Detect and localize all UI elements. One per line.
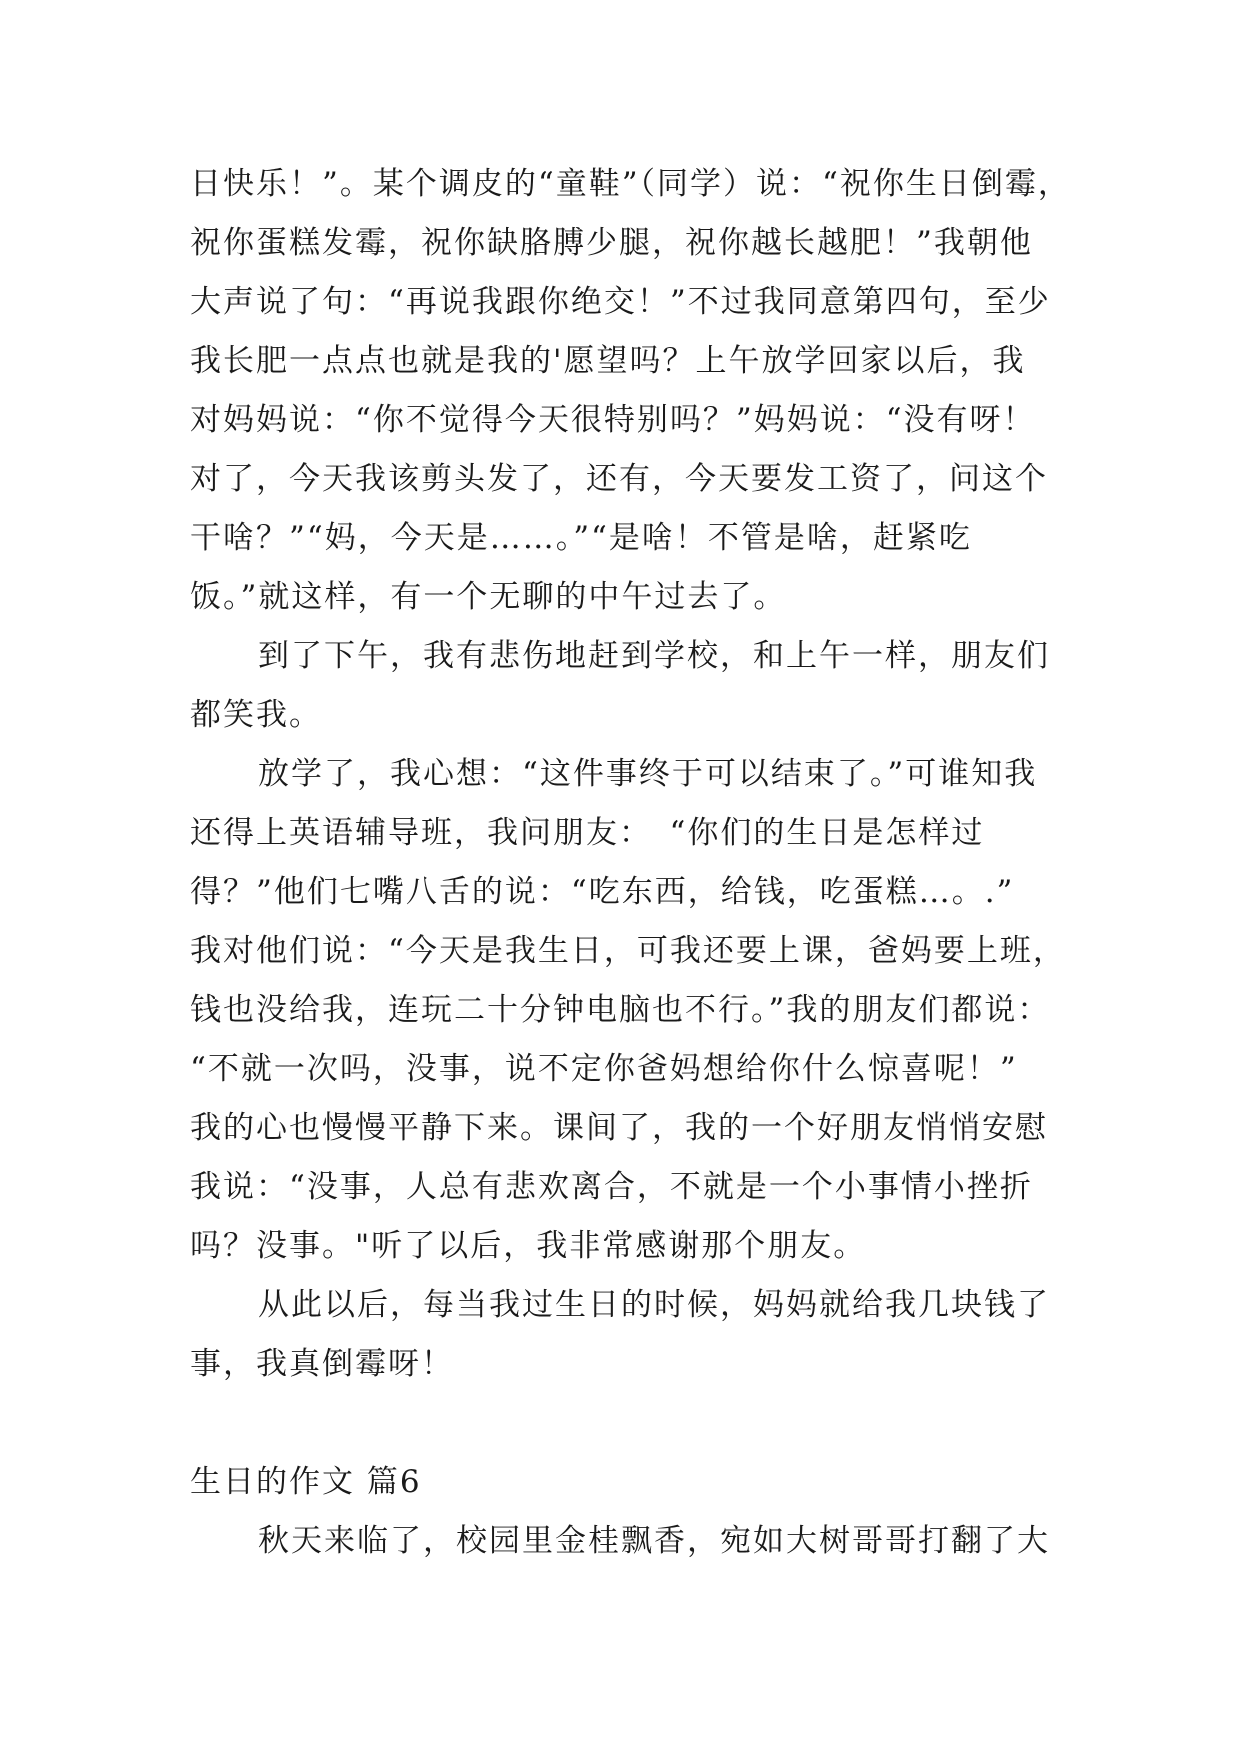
text-line: 我对他们说：“今天是我生日，可我还要上课，爸妈要上班，	[190, 933, 1066, 969]
text-line: 放学了，我心想：“这件事终于可以结束了。”可谁知我	[258, 756, 1038, 792]
text-line: 从此以后，每当我过生日的时候，妈妈就给我几块钱了	[258, 1287, 1050, 1323]
text-line: 我长肥一点点也就是我的'愿望吗？上午放学回家以后，我	[190, 343, 1026, 379]
paragraph-1	[190, 155, 1090, 627]
text-line: 大声说了句：“再说我跟你绝交！”不过我同意第四句，至少	[190, 284, 1051, 320]
text-line: 对妈妈说：“你不觉得今天很特别吗？”妈妈说：“没有呀！	[190, 402, 1036, 438]
text-line: 日快乐！”。某个调皮的“童鞋”（同学）说：“祝你生日倒霉，	[190, 166, 1071, 202]
paragraph-3	[190, 745, 1090, 1276]
text-line: 吗？没事。"听了以后，我非常感谢那个朋友。	[190, 1228, 867, 1264]
paragraph-2	[190, 627, 1090, 745]
text-line: 钱也没给我，连玩二十分钟电脑也不行。”我的朋友们都说：	[190, 992, 1051, 1028]
text-line: 得？”他们七嘴八舌的说：“吃东西，给钱，吃蛋糕…。.”	[190, 874, 1015, 910]
section-heading: 生日的作文 篇6	[190, 1464, 422, 1500]
text-line: 秋天来临了，校园里金桂飘香，宛如大树哥哥打翻了大	[258, 1523, 1050, 1559]
text-line: 到了下午，我有悲伤地赶到学校，和上午一样，朋友们	[258, 638, 1050, 674]
text-line: 还得上英语辅导班，我问朋友： “你们的生日是怎样过	[190, 815, 985, 851]
text-line: 事，我真倒霉呀！	[190, 1346, 454, 1382]
text-line: 干啥？”“妈，今天是……。”“是啥！不管是啥，赶紧吃	[190, 520, 972, 556]
paragraph-4	[190, 1276, 1090, 1394]
paragraph-5	[190, 1512, 1090, 1571]
text-line: 都笑我。	[190, 697, 322, 733]
text-line: 饭。”就这样，有一个无聊的中午过去了。	[190, 579, 787, 615]
essay-body	[190, 155, 1090, 1571]
text-line: “不就一次吗，没事，说不定你爸妈想给你什么惊喜呢！”	[190, 1051, 1018, 1087]
text-line: 祝你蛋糕发霉，祝你缺胳膊少腿，祝你越长越肥！”我朝他	[190, 225, 1033, 261]
text-line: 我说：“没事，人总有悲欢离合，不就是一个小事情小挫折	[190, 1169, 1033, 1205]
text-line: 我的心也慢慢平静下来。课间了，我的一个好朋友悄悄安慰	[190, 1110, 1048, 1146]
text-line: 对了，今天我该剪头发了，还有，今天要发工资了，问这个	[190, 461, 1048, 497]
